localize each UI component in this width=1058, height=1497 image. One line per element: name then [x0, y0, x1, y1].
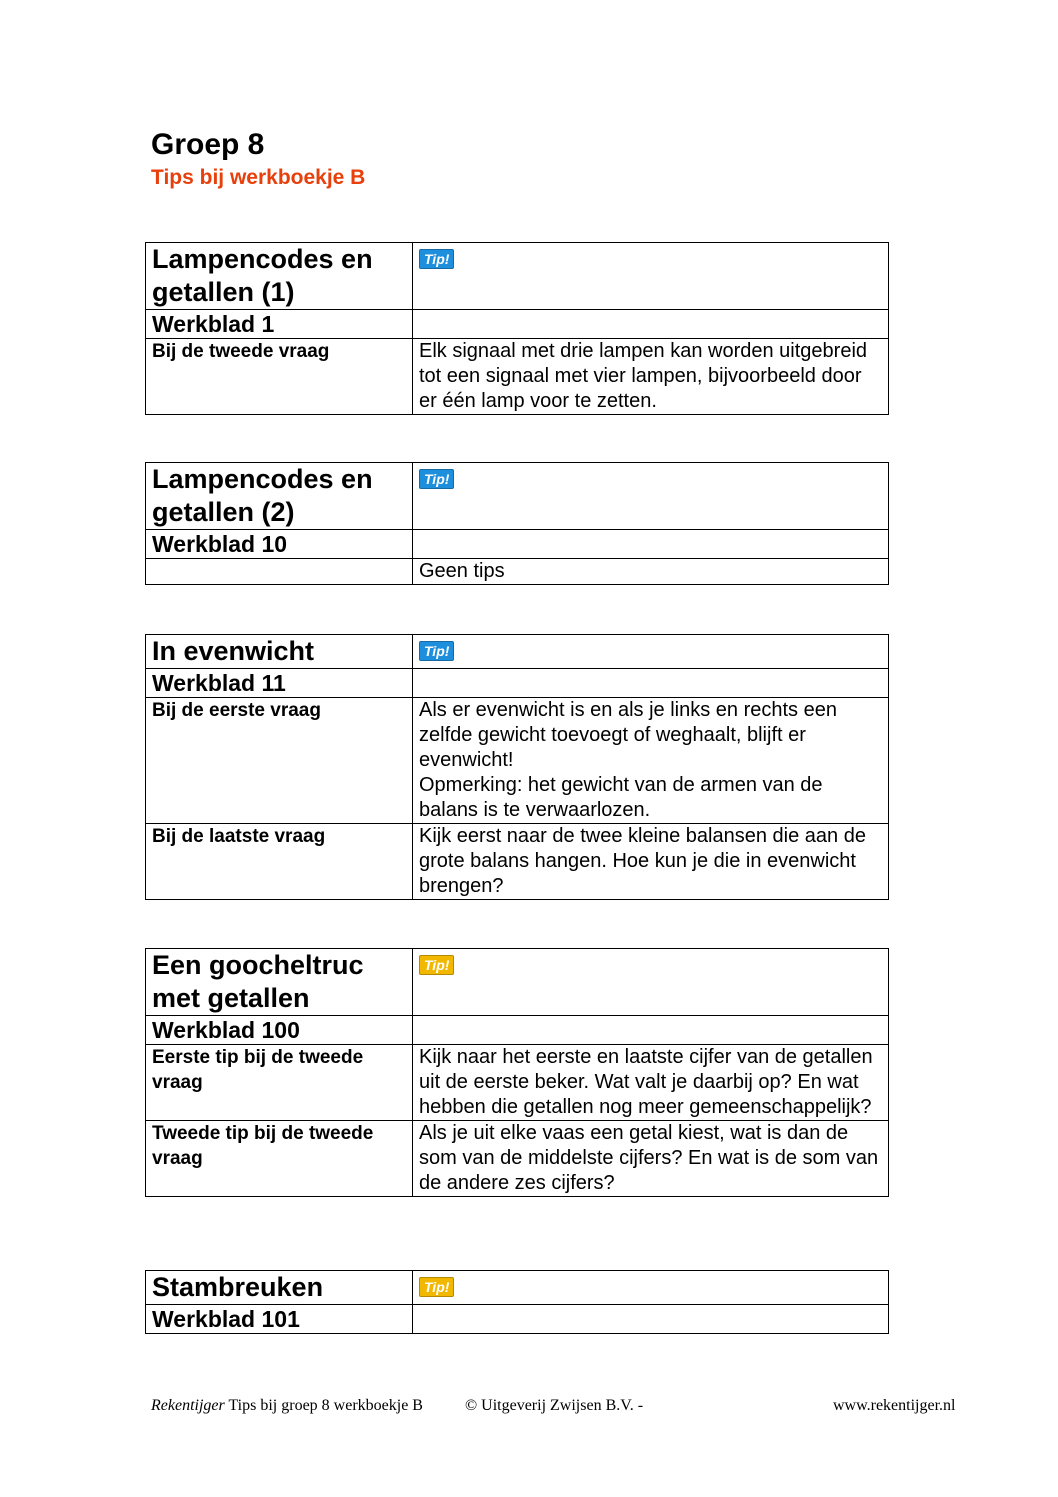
section-table — [145, 462, 889, 585]
worksheet-row — [146, 310, 889, 339]
page-subtitle: Tips bij werkboekje B — [151, 166, 366, 189]
question-label: Bij de eerste vraag — [146, 698, 413, 824]
empty-cell — [413, 310, 889, 339]
worksheet-label: Werkblad 10 — [146, 530, 413, 559]
worksheet-row — [146, 530, 889, 559]
question-label — [146, 559, 413, 585]
section-title: Stambreuken — [146, 1271, 413, 1305]
tip-blue-icon: Tip! — [419, 469, 454, 489]
tip-row — [146, 339, 889, 415]
empty-cell — [413, 530, 889, 559]
tip-blue-icon: Tip! — [419, 249, 454, 269]
worksheet-label: Werkblad 11 — [146, 669, 413, 698]
worksheet-label: Werkblad 101 — [146, 1305, 413, 1334]
section-table — [145, 948, 889, 1197]
section-title-row — [146, 635, 889, 669]
question-label: Tweede tip bij de tweede vraag — [146, 1121, 413, 1197]
tip-yellow-icon: Tip! — [419, 1277, 454, 1297]
tip-text: Als je uit elke vaas een getal kiest, wat is dan de som van de middelste cijfers? En wat is de som van de andere zes cijfers? — [413, 1121, 889, 1197]
tip-row — [146, 1045, 889, 1121]
question-label: Bij de laatste vraag — [146, 824, 413, 900]
tip-cell — [413, 243, 889, 310]
tip-text: Als er evenwicht is en als je links en rechts een zelfde gewicht toevoegt of weghaalt, blijft er evenwicht! Opmerking: het gewicht van de armen van de balans is te verwaarlozen. — [413, 698, 889, 824]
section-table — [145, 634, 889, 900]
tip-text: Kijk naar het eerste en laatste cijfer van de getallen uit de eerste beker. Wat valt je daarbij op? En wat hebben die getallen nog meer gemeenschappelijk? — [413, 1045, 889, 1121]
tip-row — [146, 824, 889, 900]
footer-copyright: © Uitgeverij Zwijsen B.V. - — [465, 1397, 644, 1414]
question-label: Eerste tip bij de tweede vraag — [146, 1045, 413, 1121]
section-table — [145, 242, 889, 415]
tip-text: Kijk eerst naar de twee kleine balansen die aan de grote balans hangen. Hoe kun je die in evenwicht brengen? — [413, 824, 889, 900]
tip-cell — [413, 949, 889, 1016]
section-title: In evenwicht — [146, 635, 413, 669]
footer-left — [151, 1397, 423, 1415]
section-title: Lampencodes en getallen (1) — [146, 243, 413, 310]
empty-cell — [413, 1305, 889, 1334]
tip-row — [146, 698, 889, 824]
section-title-row — [146, 1271, 889, 1305]
section-title-row — [146, 463, 889, 530]
empty-cell — [413, 1016, 889, 1045]
tip-cell — [413, 1271, 889, 1305]
tip-blue-icon: Tip! — [419, 641, 454, 661]
footer-url: www.rekentijger.nl — [833, 1397, 956, 1414]
tip-cell — [413, 463, 889, 530]
empty-cell — [413, 669, 889, 698]
tip-yellow-icon: Tip! — [419, 955, 454, 975]
worksheet-label: Werkblad 100 — [146, 1016, 413, 1045]
worksheet-row — [146, 1016, 889, 1045]
footer-brand: Rekentijger — [151, 1397, 225, 1414]
section-title: Lampencodes en getallen (2) — [146, 463, 413, 530]
tip-row — [146, 559, 889, 585]
worksheet-row — [146, 1305, 889, 1334]
section-title-row — [146, 243, 889, 310]
page-title: Groep 8 — [151, 128, 265, 161]
footer-left-text: Tips bij groep 8 werkboekje B — [224, 1397, 423, 1414]
tip-row — [146, 1121, 889, 1197]
worksheet-row — [146, 669, 889, 698]
tip-cell — [413, 635, 889, 669]
worksheet-label: Werkblad 1 — [146, 310, 413, 339]
question-label: Bij de tweede vraag — [146, 339, 413, 415]
section-title-row — [146, 949, 889, 1016]
tip-text: Geen tips — [413, 559, 889, 585]
tip-text: Elk signaal met drie lampen kan worden uitgebreid tot een signaal met vier lampen, bijvoorbeeld door er één lamp voor te zetten. — [413, 339, 889, 415]
section-table — [145, 1270, 889, 1334]
section-title: Een goocheltruc met getallen — [146, 949, 413, 1016]
